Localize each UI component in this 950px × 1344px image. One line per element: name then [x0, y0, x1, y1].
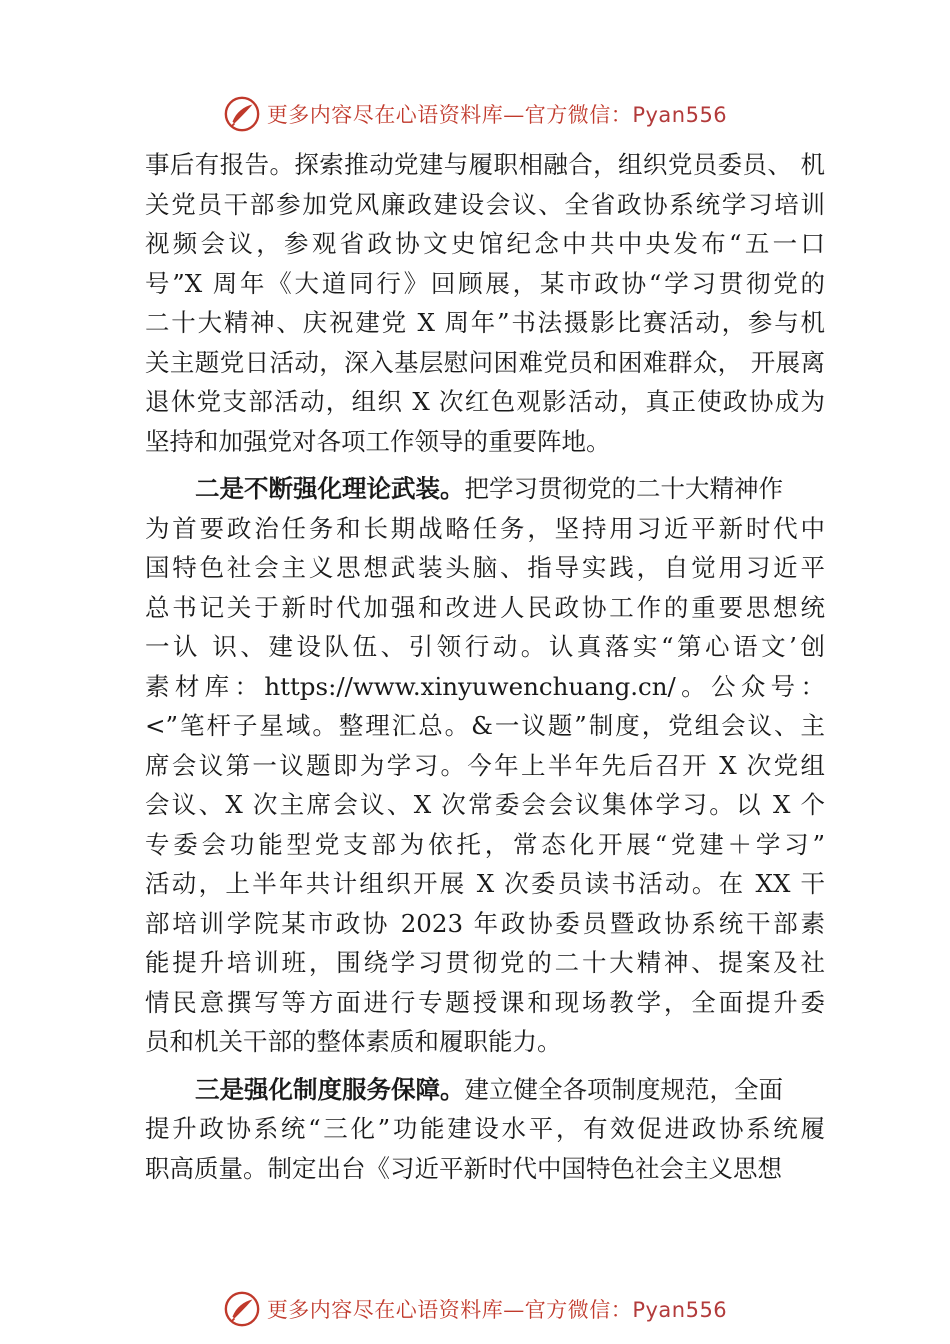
paragraph-2-heading: 二是不断强化理论武装。 [195, 474, 465, 503]
text-line: 能提升培训班，围绕学习贯彻党的二十大精神、提案及社 [145, 948, 825, 977]
text-line: 部培训学院某市政协 2023 年政协委员暨政协系统干部素 [145, 908, 825, 938]
header-wechat-id: Pyan556 [632, 103, 728, 127]
text-line: 退休党支部活动，组织 X 次红色观影活动，真正使政协成为 [145, 387, 825, 416]
text-line: 关党员干部参加党风廉政建设会议、全省政协系统学习培训 [145, 189, 825, 219]
paragraph-2 [145, 469, 825, 1062]
text-line: 专委会功能型党支部为依托，常态化开展“党建＋学习” [145, 829, 825, 859]
text-line: 总书记关于新时代加强和改进人民政协工作的重要思想统 [145, 592, 825, 622]
text-line: 活动，上半年共计组织开展 X 次委员读书活动。在 XX 干 [145, 869, 825, 898]
text-line: 席会议第一议题即为学习。今年上半年先后召开 X 次党组 [145, 750, 825, 780]
library-logo-icon [223, 1290, 261, 1328]
library-logo-icon [223, 95, 261, 133]
text-line: 素材库：https://www.xinyuwenchuang.cn/。公众号： [145, 671, 825, 701]
paragraph-2-first-text: 把学习贯彻党的二十大精神作 [464, 474, 783, 503]
paragraph-3 [145, 1070, 825, 1189]
text-line: 国特色社会主义思想武装头脑、指导实践，自觉用习近平 [145, 553, 825, 582]
text-line: 员和机关干部的整体素质和履职能力。 [145, 1027, 562, 1056]
paragraph-3-heading: 三是强化制度服务保障。 [195, 1074, 465, 1104]
text-line: 提升政协系统“三化”功能建设水平，有效促进政协系统履 [145, 1114, 825, 1143]
footer-wechat-id: Pyan556 [632, 1298, 728, 1322]
text-line: 一认 识、建设队伍、引领行动。认真落实“第心语文’创 [145, 632, 825, 661]
footer-banner-text [267, 1294, 727, 1324]
text-line: <”笔杆子星域。整理汇总。&一议题”制度，党组会议、主 [145, 711, 825, 740]
text-line: 职高质量。制定出台《习近平新时代中国特色社会主义思想 [145, 1153, 782, 1183]
text-line: 事后有报告。探索推动党建与履职相融合，组织党员委员、 机 [145, 150, 825, 179]
paragraph-1 [145, 145, 825, 461]
text-line: 会议、X 次主席会议、X 次常委会会议集体学习。以 X 个 [145, 790, 825, 819]
text-line: 关主题党日活动，深入基层慰问困难党员和困难群众， 开展离 [145, 347, 825, 377]
text-line: 坚持和加强党对各项工作领导的重要阵地。 [145, 426, 611, 456]
footer-banner-label: 更多内容尽在心语资料库—官方微信： [266, 1298, 633, 1322]
header-banner-text [267, 99, 727, 129]
text-line: 二十大精神、庆祝建党 X 周年”书法摄影比赛活动，参与机 [145, 308, 825, 337]
paragraph-3-first-text: 建立健全各项制度规范，全面 [464, 1074, 783, 1104]
text-line: 情民意撰写等方面进行专题授课和现场教学，全面提升委 [145, 987, 825, 1017]
text-line: 号”X 周年《大道同行》回顾展，某市政协“学习贯彻党的 [145, 268, 825, 298]
text-line: 为首要政治任务和长期战略任务，坚持用习近平新时代中 [145, 513, 825, 543]
document-body [145, 145, 825, 1188]
header-banner-label: 更多内容尽在心语资料库—官方微信： [266, 103, 633, 127]
text-line: 视频会议，参观省政协文史馆纪念中共中央发布“五一口 [145, 229, 825, 258]
paragraph-3-first-line [145, 1070, 825, 1110]
paragraph-2-first-line [145, 469, 825, 509]
header-banner [0, 92, 950, 136]
footer-banner [0, 1287, 950, 1331]
